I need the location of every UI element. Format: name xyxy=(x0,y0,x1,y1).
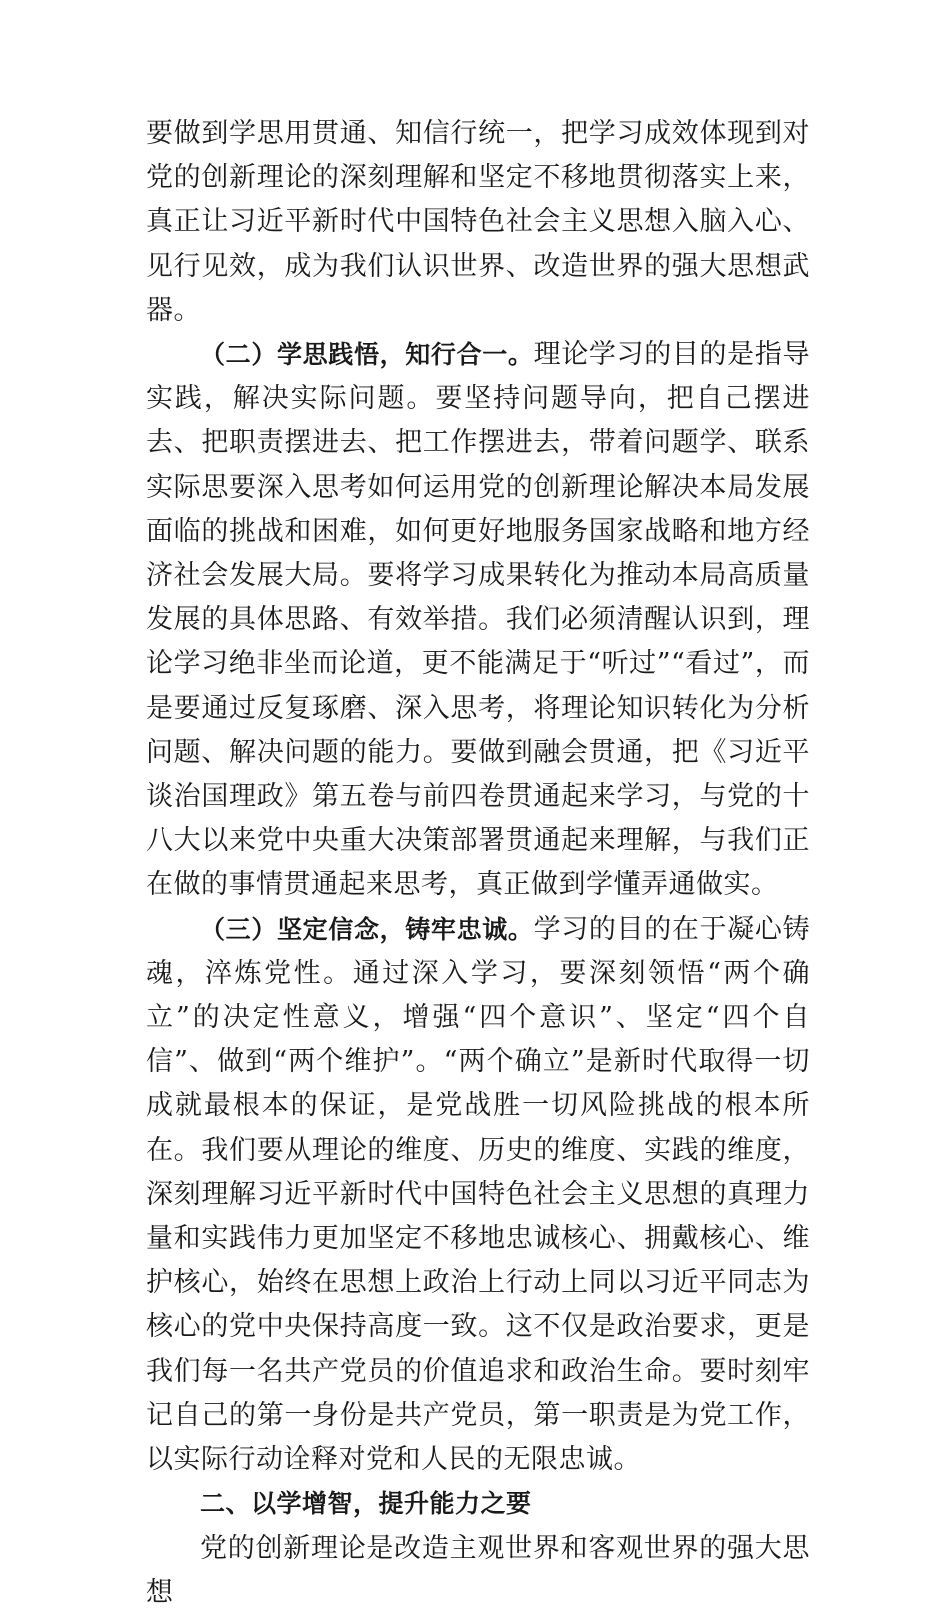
paragraph-lead-heading: （二）学思践悟，知行合一。 xyxy=(200,340,534,370)
paragraph-study-practice xyxy=(146,333,810,908)
section-heading: 二、以学增智，提升能力之要 xyxy=(200,1489,532,1519)
paragraph-continuation: 要做到学思用贯通、知信行统一，把学习成效体现到对党的创新理论的深刻理解和坚定不移地贯彻落实上来，真正让习近平新时代中国特色社会主义思想入脑入心、见行见效，成为我们认识世界、改造世界的强大思想武器。 xyxy=(146,118,810,326)
paragraph-body-text: 学习的目的在于凝心铸魂，淬炼党性。通过深入学习，要深刻领悟“两个确立”的决定性意义，增强“四个意识”、坚定“四个自信”、做到“两个维护”。“两个确立”是新时代取得一切成就最根本的保证，是党战胜一切风险挑战的根本所在。我们要从理论的维度、历史的维度、实践的维度，深刻理解习近平新时代中国特色社会主义思想的真理力量和实践伟力更加坚定不移地忠诚核心、拥戴核心、维护核心，始终在思想上政治上行动上同以习近平同志为核心的党中央保持高度一致。这不仅是政治要求，更是我们每一名共产党员的价值追求和政治生命。要时刻牢记自己的第一身份是共产党员，第一职责是为党工作，以实际行动诠释对党和人民的无限忠诚。 xyxy=(146,913,810,1476)
paragraph-firm-belief xyxy=(146,908,810,1483)
paragraph-lead-heading: （三）坚定信念，铸牢忠诚。 xyxy=(200,914,534,944)
document-body xyxy=(146,112,810,1615)
paragraph-body-text: 理论学习的目的是指导实践，解决实际问题。要坚持问题导向，把自己摆进去、把职责摆进去、把工作摆进去，带着问题学、联系实际思要深入思考如何运用党的创新理论解决本局发展面临的挑战和困难，如何更好地服务国家战略和地方经济社会发展大局。要将学习成果转化为推动本局高质量发展的具体思路、有效举措。我们必须清醒认识到，理论学习绝非坐而论道，更不能满足于“听过”“看过”，而是要通过反复琢磨、深入思考，将理论知识转化为分析问题、解决问题的能力。要做到融会贯通，把《习近平谈治国理政》第五卷与前四卷贯通起来学习，与党的十八大以来党中央重大决策部署贯通起来理解，与我们正在做的事情贯通起来思考，真正做到学懂弄通做实。 xyxy=(146,339,810,901)
paragraph-section-intro: 党的创新理论是改造主观世界和客观世界的强大思想 xyxy=(146,1532,810,1608)
